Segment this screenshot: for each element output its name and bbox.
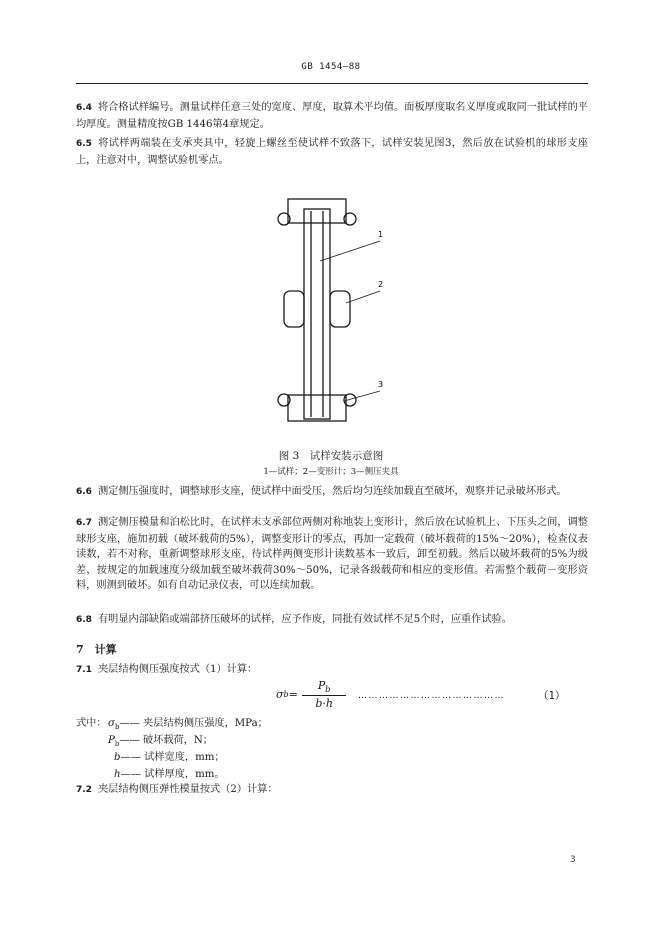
figure-label-2: 2 bbox=[378, 280, 384, 289]
section-text: 将试样两端装在支承夹具中，轻旋上螺丝至使试样不致落下，试样安装见图3，然后放在试验机的球形支座上，注意对中，调整试验机零点。 bbox=[76, 138, 588, 166]
specimen bbox=[304, 209, 330, 419]
section-text: 夹层结构侧压强度按式（1）计算： bbox=[97, 664, 258, 675]
left-extensometer bbox=[284, 291, 304, 327]
section-number: 7 bbox=[76, 643, 84, 656]
formula-lhs-sub: b bbox=[283, 690, 289, 700]
symbol-def: $P_b——$ 破坏载荷，N； bbox=[108, 735, 213, 749]
figure-caption: 图 3 试样安装示意图 bbox=[278, 450, 384, 462]
page-number: 3 bbox=[570, 855, 576, 865]
formula-denominator: b·h bbox=[315, 697, 333, 711]
symbols-intro: 式中： bbox=[76, 718, 107, 729]
figure-drawing bbox=[270, 195, 390, 435]
section-6-6 bbox=[76, 484, 588, 501]
formula-equals: = bbox=[288, 688, 298, 702]
formula-1 bbox=[276, 679, 346, 710]
section-number: 6.8 bbox=[76, 615, 92, 625]
figure-label-1: 1 bbox=[378, 230, 384, 239]
formula-number: （1） bbox=[538, 690, 566, 702]
figure-label-3: 3 bbox=[378, 380, 384, 389]
specimen-installation-figure bbox=[270, 195, 390, 435]
right-extensometer bbox=[330, 291, 350, 327]
top-clamp bbox=[288, 199, 346, 223]
formula-fraction bbox=[302, 679, 347, 710]
section-number: 7.2 bbox=[76, 785, 92, 795]
section-6-7 bbox=[76, 515, 588, 594]
formula-leader-dots: …………………………………… bbox=[358, 691, 505, 701]
section-number: 6.6 bbox=[76, 487, 92, 497]
section-6-5 bbox=[76, 136, 588, 168]
formula-numerator: $P_b$ bbox=[302, 679, 347, 696]
section-7-2 bbox=[76, 782, 588, 799]
section-text: 夹层结构侧压弹性模量按式（2）计算： bbox=[97, 784, 278, 795]
header-rule bbox=[76, 83, 588, 84]
section-7-1 bbox=[76, 662, 588, 679]
section-7-title bbox=[76, 641, 117, 657]
section-number: 6.5 bbox=[76, 139, 92, 149]
section-text: 将合格试样编号。测量试样任意三处的宽度、厚度，取算术平均值。面板厚度取名义厚度或取同一批试样的平均厚度。测量精度按GB 1446第4章规定。 bbox=[76, 102, 588, 130]
symbol-def: h—— 试样厚度，mm。 bbox=[114, 769, 225, 780]
section-number: 7.1 bbox=[76, 665, 92, 675]
section-6-4 bbox=[76, 100, 588, 132]
symbol-def: b—— 试样宽度，mm； bbox=[114, 752, 225, 763]
section-6-8 bbox=[76, 612, 588, 629]
section-number: 6.7 bbox=[76, 518, 92, 528]
section-text: 测定侧压强度时，调整球形支座，使试样中面受压，然后均匀连续加载直至破坏，观察并记录破坏形式。 bbox=[97, 486, 567, 497]
section-heading: 计算 bbox=[94, 643, 117, 656]
figure-legend: 1—试样；2—变形计；3—侧压夹具 bbox=[263, 467, 399, 477]
bottom-clamp bbox=[288, 395, 346, 421]
section-number: 6.4 bbox=[76, 103, 92, 113]
document-header: GB 1454—88 bbox=[301, 62, 361, 72]
section-text: 测定侧压模量和泊松比时，在试样末支承部位两侧对称地装上变形计，然后放在试验机上、下压头之间，调整球形支座，施加初载（破坏载荷的5%），调整变形计的零点，再加一定载荷（破坏载荷的15%～20%），检查仪表读数，若不对称，重新调整球形支座，待试样两侧变形计读数基本一致后，卸至初载。然后以破坏载荷的5%为级差，按规定的加载速度分级加载至破坏载荷30%～50%，记录各级载荷和相应的变形值。若需整个载荷－变形资料，则测到破坏。如有自动记录仪表，可以连续加载。 bbox=[76, 517, 588, 591]
symbol-def: $\sigma_b——$ 夹层结构侧压强度，MPa； bbox=[108, 718, 268, 732]
section-text: 有明显内部缺陷或端部挤压破坏的试样，应予作废，同批有效试样不足5个时，应重作试验。 bbox=[97, 614, 512, 625]
formula-lhs: σ bbox=[276, 688, 284, 702]
